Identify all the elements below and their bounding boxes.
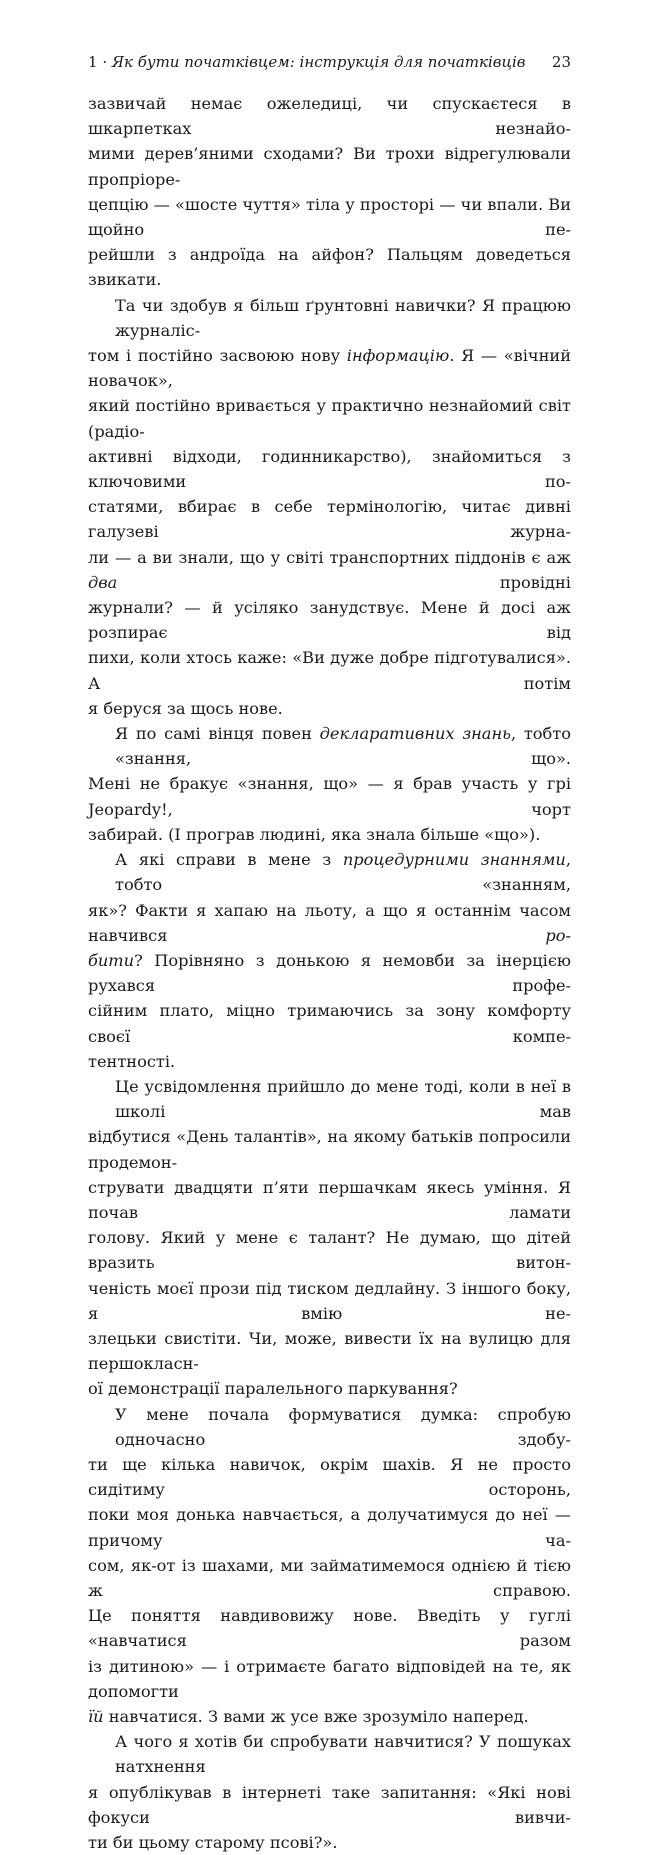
text-line (88, 444, 571, 494)
text-line (88, 1175, 571, 1225)
text-line (88, 1452, 571, 1502)
text-line (88, 293, 571, 343)
text-line (88, 141, 571, 191)
text-run: поки моя донька навчається, а долучатимуся до неї — причому ча- (88, 1505, 571, 1550)
text-run: я опублікував в інтернеті таке запитання: «Які нові фокуси вивчи- (88, 1782, 571, 1827)
text-line (88, 948, 571, 998)
text-line (88, 1225, 571, 1275)
text-run: струвати двадцяти п’яти першачкам якесь уміння. Я почав ламати (88, 1177, 571, 1222)
text-line (88, 721, 571, 771)
emphasis: інформацію (346, 346, 450, 366)
text-line (88, 1276, 571, 1326)
emphasis: бити (88, 950, 135, 970)
paragraph (88, 1402, 571, 1730)
text-run: зазвичай немає ожеледиці, чи спускаєтеся в шкарпетках незнайо- (88, 94, 571, 139)
text-run: ти би цьому старому псові?». (88, 1833, 338, 1853)
text-run: сом, як-от із шахами, ми займатимемося однією й тією ж справою. (88, 1555, 571, 1600)
text-run: ої демонстрації паралельного паркування? (88, 1379, 458, 1399)
text-line (88, 343, 571, 393)
text-line (88, 771, 571, 821)
emphasis: процедурними знаннями (342, 850, 566, 870)
text-line (88, 545, 571, 595)
text-run: , тобто «знанням, (115, 850, 571, 895)
chapter-number: 1 (88, 53, 98, 71)
text-run: як»? Факти я хапаю на льоту, а що я останнім часом навчився (88, 900, 571, 945)
text-run: У мене почала формуватися думка: спробую одночасно здобу- (115, 1404, 571, 1449)
emphasis: два (88, 572, 118, 592)
paragraph (88, 293, 571, 721)
text-line (88, 1402, 571, 1452)
text-line (88, 898, 571, 948)
paragraph (88, 91, 571, 293)
emphasis: декларативних знань (319, 724, 511, 744)
paragraph (88, 1729, 571, 1855)
page-body (88, 91, 571, 1855)
text-run: який постійно вривається у практично незнайомий світ (радіо- (88, 396, 571, 441)
text-run: ли — а ви знали, що у світі транспортних піддонів є аж (88, 547, 571, 567)
text-line (88, 595, 571, 645)
text-run: ченість моєї прози під тиском дедлайну. З іншого боку, я вмію не- (88, 1278, 571, 1323)
text-line (88, 1830, 571, 1855)
text-run: я беруся за щось нове. (88, 698, 283, 718)
text-line (88, 1704, 571, 1729)
text-line (88, 696, 571, 721)
text-line (88, 1553, 571, 1603)
paragraph (88, 847, 571, 1074)
page-number: 23 (551, 53, 571, 71)
text-line (88, 393, 571, 443)
emphasis: ро- (545, 925, 571, 945)
text-run: Це усвідомлення прийшло до мене тоді, коли в неї в школі мав (115, 1076, 571, 1122)
text-run: А які справи в мене з (115, 850, 343, 870)
chapter-title: Як бути початківцем: інструкція для початківців (111, 53, 526, 71)
text-run: Я по самі вінця повен (115, 724, 320, 744)
paragraph (88, 721, 571, 847)
text-line (88, 1124, 571, 1174)
text-line (88, 847, 571, 897)
text-run: . Я — «вічний новачок», (88, 346, 571, 391)
chapter-heading (88, 52, 525, 72)
running-header (88, 52, 571, 72)
text-run: провідні (117, 572, 571, 592)
text-line (88, 1502, 571, 1552)
text-line (88, 1654, 571, 1704)
text-run: ти ще кілька навичок, окрім шахів. Я не просто сидітиму осторонь, (88, 1454, 571, 1500)
text-line (88, 1603, 571, 1653)
text-run: сійним плато, міцно тримаючись за зону комфорту своєї компе- (88, 1001, 571, 1046)
text-line (88, 91, 571, 141)
text-run: журнали? — й усіляко занудствує. Мене й досі аж розпирає від (88, 598, 571, 643)
text-run: активні відходи, годинникарство), знайомиться з ключовими по- (88, 446, 571, 492)
text-run: ? Порівняно з донькою я немовби за інерцією рухався профе- (88, 950, 571, 996)
text-line (88, 822, 571, 847)
text-line (88, 1729, 571, 1779)
text-run: відбутися «День талантів», на якому батьків попросили продемон- (88, 1127, 571, 1172)
text-line (88, 494, 571, 544)
paragraph (88, 1074, 571, 1402)
text-run: забирай. (І програв людині, яка знала більше «що»). (88, 824, 541, 844)
text-line (88, 998, 571, 1048)
text-run: мими дерев’яними сходами? Ви трохи відрегулювали пропріоре- (88, 144, 571, 189)
text-run: цепцію — «шосте чуття» тіла у просторі — чи впали. Ви щойно пе- (88, 194, 571, 240)
text-run: злецьки свистіти. Чи, може, вивести їх на вулицю для першокласн- (88, 1328, 571, 1374)
text-line (88, 1049, 571, 1074)
text-run: том і постійно засвоюю нову (88, 346, 347, 366)
text-run: пихи, коли хтось каже: «Ви дуже добре підготувалися». А потім (88, 648, 571, 693)
text-run: навчатися. З вами ж усе вже зрозуміло наперед. (103, 1707, 529, 1726)
text-line (88, 1376, 571, 1401)
text-line (88, 1780, 571, 1830)
text-run: статями, вбирає в себе термінологію, читає дивні галузеві журна- (88, 497, 571, 542)
emphasis: їй (88, 1707, 104, 1726)
text-line (88, 1326, 571, 1376)
text-line (88, 645, 571, 695)
text-line (88, 192, 571, 242)
text-run: тентності. (88, 1051, 176, 1071)
text-run: , тобто «знання, що». (115, 724, 571, 769)
text-run: рейшли з андроїда на айфон? Пальцям доведеться звикати. (88, 245, 571, 290)
text-run: А чого я хотів би спробувати навчитися? У пошуках натхнення (115, 1732, 571, 1777)
text-run: із дитиною» — і отримаєте багато відповідей на те, як допомогти (88, 1656, 571, 1701)
text-line (88, 242, 571, 292)
text-run: Мені не бракує «знання, що» — я брав участь у грі Jeopardy!, чорт (88, 774, 571, 819)
text-run: Це поняття навдивовижу нове. Введіть у гуглі «навчатися разом (88, 1606, 571, 1651)
header-separator: · (102, 53, 108, 71)
text-run: голову. Який у мене є талант? Не думаю, що дітей вразить витон- (88, 1228, 571, 1273)
text-run: Та чи здобув я більш ґрунтовні навички? Я працюю журналіс- (115, 295, 571, 340)
text-line (88, 1074, 571, 1124)
